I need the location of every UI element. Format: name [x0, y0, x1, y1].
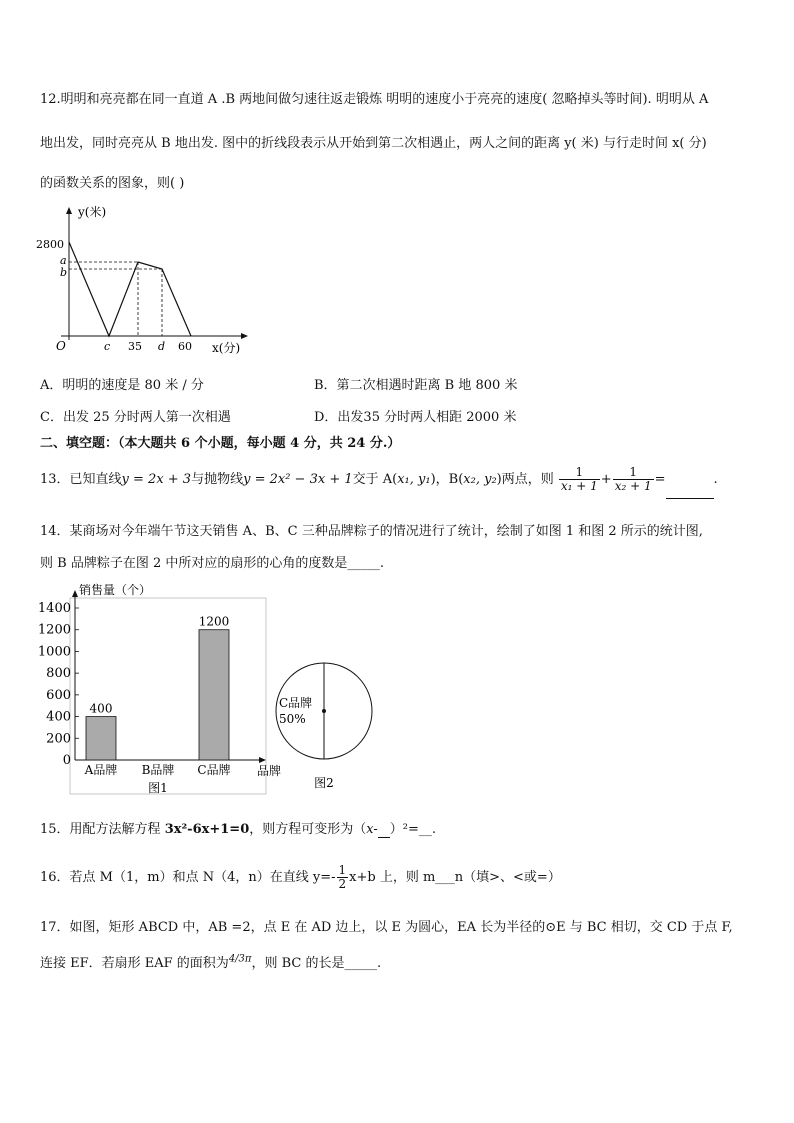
section-2-heading: 二、填空题：（本大题共 6 个小题，每小题 4 分，共 24 分.） [40, 436, 401, 451]
q13-mid3: )，B( [430, 472, 464, 487]
q17-line2 [40, 952, 381, 971]
x-axis-label: x(分) [212, 341, 241, 355]
y-tick-2800: 2800 [36, 238, 64, 251]
q15-line [40, 818, 436, 838]
q14-line1: 14．某商场对今年端午节这天销售 A、B、C 三种品牌粽子的情况进行了统计，绘制了如图 1 和图 2 所示的统计图, [40, 524, 703, 539]
q13-plus: + [600, 472, 612, 487]
bar-y-tick-label: 1000 [37, 644, 71, 660]
figure-1-caption: 图1 [148, 781, 168, 795]
y-axis-label: y(米) [78, 205, 107, 219]
bar-y-tick-label: 1400 [37, 601, 71, 616]
bar-y-axis-arrow [72, 590, 78, 597]
q13-equals: = [654, 472, 666, 487]
q13-end: . [713, 472, 718, 487]
bar-category-label: C品牌 [197, 763, 231, 777]
bar-data-label: 1200 [198, 614, 230, 629]
x-tick-35: 35 [128, 340, 142, 353]
q14-line2: 则 B 品牌粽子在图 2 中所对应的扇形的心角的度数是_____. [40, 556, 384, 571]
bar-x-label: 品牌 [257, 764, 282, 778]
distance-polyline [69, 242, 191, 336]
q13-eq-parabola: y = 2x² − 3x + 1 [243, 472, 353, 487]
q17-line1: 17．如图，矩形 ABCD 中，AB =2，点 E 在 AD 边上，以 E 为圆心，EA 长为半径的⊙E 与 BC 相切，交 CD 于点 F, [40, 920, 733, 935]
x-tick-c: c [104, 340, 111, 353]
x-tick-d: d [158, 340, 166, 353]
q13-point-a: x₁, y₁ [397, 472, 431, 487]
q15-suffix2: ）²=__. [389, 822, 437, 837]
bar-y-tick-label: 0 [62, 753, 71, 768]
q13-prefix: 13．已知直线 [40, 472, 122, 487]
bar-chart-figure-1 [38, 582, 281, 795]
q16-line [40, 860, 561, 896]
bar-y-tick-label: 200 [46, 731, 71, 747]
origin-label: O [56, 339, 66, 353]
q14-charts [30, 580, 390, 800]
pie-chart-figure-2 [276, 663, 372, 790]
q13-point-b: x₂, y₂ [463, 472, 497, 487]
q15-answer-blank-1[interactable] [378, 822, 390, 838]
q13-mid1: 与抛物线 [191, 472, 244, 487]
bar-y-tick-label: 1200 [37, 622, 71, 638]
q17-line2-a: 连接 EF．若扇形 EAF 的面积为 [40, 956, 229, 971]
q16-suffix: x+b 上，则 m___n（填>、<或=） [349, 870, 561, 885]
figure-2-caption: 图2 [314, 776, 334, 790]
q12-graph [36, 200, 256, 360]
q12-option-c: C．出发 25 分时两人第一次相遇 [40, 410, 231, 425]
q13-mid4: )两点，则 [496, 472, 554, 487]
x-axis-arrow [241, 333, 248, 339]
pie-slice-label: C品牌 [279, 696, 313, 710]
q13-fraction-2: $\frac{1}{\text{x₂ + 1}}$ [614, 465, 652, 493]
bar-category-label: B品牌 [141, 763, 175, 777]
q17-line2-b: ，则 BC 的长是_____. [251, 956, 382, 971]
q12-line2: 地出发，同时亮亮从 B 地出发. 图中的折线段表示从开始到第二次相遇止，两人之间的距离 y( 米) 与行走时间 x( 分) [40, 136, 707, 151]
q15-suffix: ，则方程可变形为（ [249, 822, 367, 837]
q13-fraction-1: $\frac{1}{\text{x₁ + 1}}$ [560, 465, 598, 493]
bar-category-label: A品牌 [84, 763, 118, 777]
x-tick-60: 60 [178, 340, 192, 353]
y-tick-a: a [60, 254, 67, 267]
q15-equation: 3x²-6x+1=0 [164, 822, 250, 837]
bar-y-tick-label: 600 [46, 687, 71, 703]
q13-mid2: 交于 A( [352, 472, 398, 487]
bar-y-label: 销售量（个） [79, 583, 152, 597]
q15-paren-var: x- [366, 822, 378, 837]
q12-option-b: B．第二次相遇时距离 B 地 800 米 [314, 378, 518, 393]
bar-x-axis-arrow [259, 757, 266, 763]
bar-3 [199, 630, 229, 760]
pie-slice-value: 50% [279, 712, 306, 726]
q12-option-a: A．明明的速度是 80 米 / 分 [40, 378, 204, 393]
bar-y-tick-label: 800 [46, 666, 71, 682]
bar-1 [86, 717, 116, 760]
y-axis-arrow [66, 207, 72, 214]
q13-answer-blank[interactable] [666, 462, 714, 499]
q15-prefix: 15．用配方法解方程 [40, 822, 165, 837]
pie-center-dot [322, 709, 326, 713]
bar-data-label: 400 [89, 701, 113, 716]
q12-option-d: D．出发35 分时两人相距 2000 米 [314, 410, 517, 425]
q13-eq-line: y = 2x + 3 [121, 472, 192, 487]
q12-line3: 的函数关系的图象，则( ) [40, 176, 185, 191]
q16-fraction: $\frac{1}{2}$ [338, 863, 347, 891]
q17-fraction: 4/3π [228, 953, 252, 965]
q12-line1: 12.明明和亮亮都在同一直道 A .B 两地间做匀速往返走锻炼 明明的速度小于亮亮的速度( 忽略掉头等时间). 明明从 A [40, 92, 709, 107]
y-tick-b: b [60, 266, 68, 279]
q13-line [40, 462, 718, 498]
q16-prefix: 16．若点 M（1，m）和点 N（4，n）在直线 y=- [40, 870, 336, 885]
bar-y-tick-label: 400 [46, 709, 71, 725]
